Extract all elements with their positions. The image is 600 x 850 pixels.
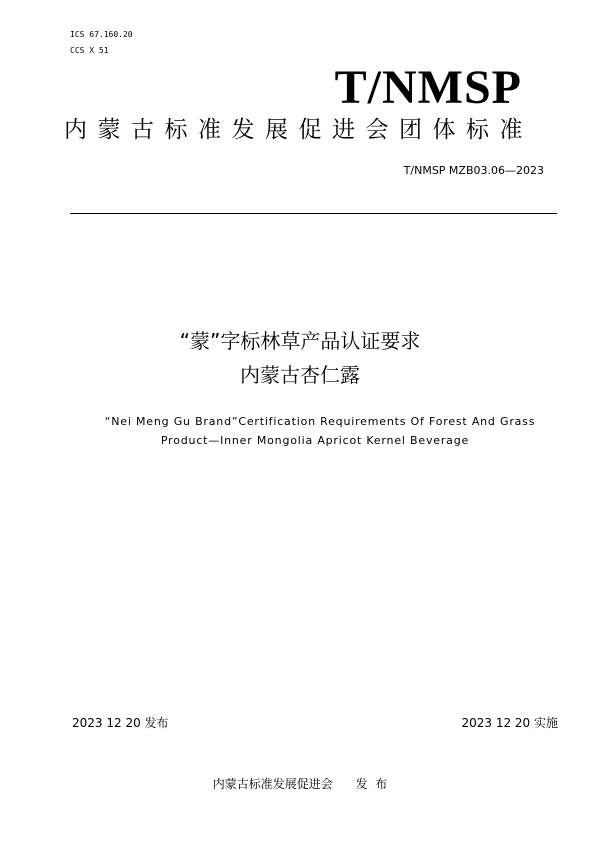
title-zh-line2: 内蒙古杏仁露	[240, 363, 360, 387]
brand-logo: T/NMSP	[334, 61, 522, 114]
title-en-line2: Product—Inner Mongolia Apricot Kernel Beverage	[160, 434, 470, 447]
organization-title: 内蒙古标准发展促进会团体标准	[64, 117, 533, 143]
title-en-line1: “Nei Meng Gu Brand”Certification Requirements Of Forest And Grass	[104, 415, 536, 428]
header-divider	[70, 213, 557, 214]
ccs-code: CCS X 51	[70, 46, 109, 55]
issue-date: 2023 12 20 发布	[72, 716, 169, 730]
publisher: 内蒙古标准发展促进会 发 布	[212, 777, 388, 791]
implementation-date: 2023 12 20 实施	[461, 716, 558, 730]
title-zh-line1: “蒙”字标林草产品认证要求	[179, 329, 421, 353]
ics-code: ICS 67.160.20	[70, 30, 133, 39]
standard-number: T/NMSP MZB03.06—2023	[403, 164, 544, 177]
